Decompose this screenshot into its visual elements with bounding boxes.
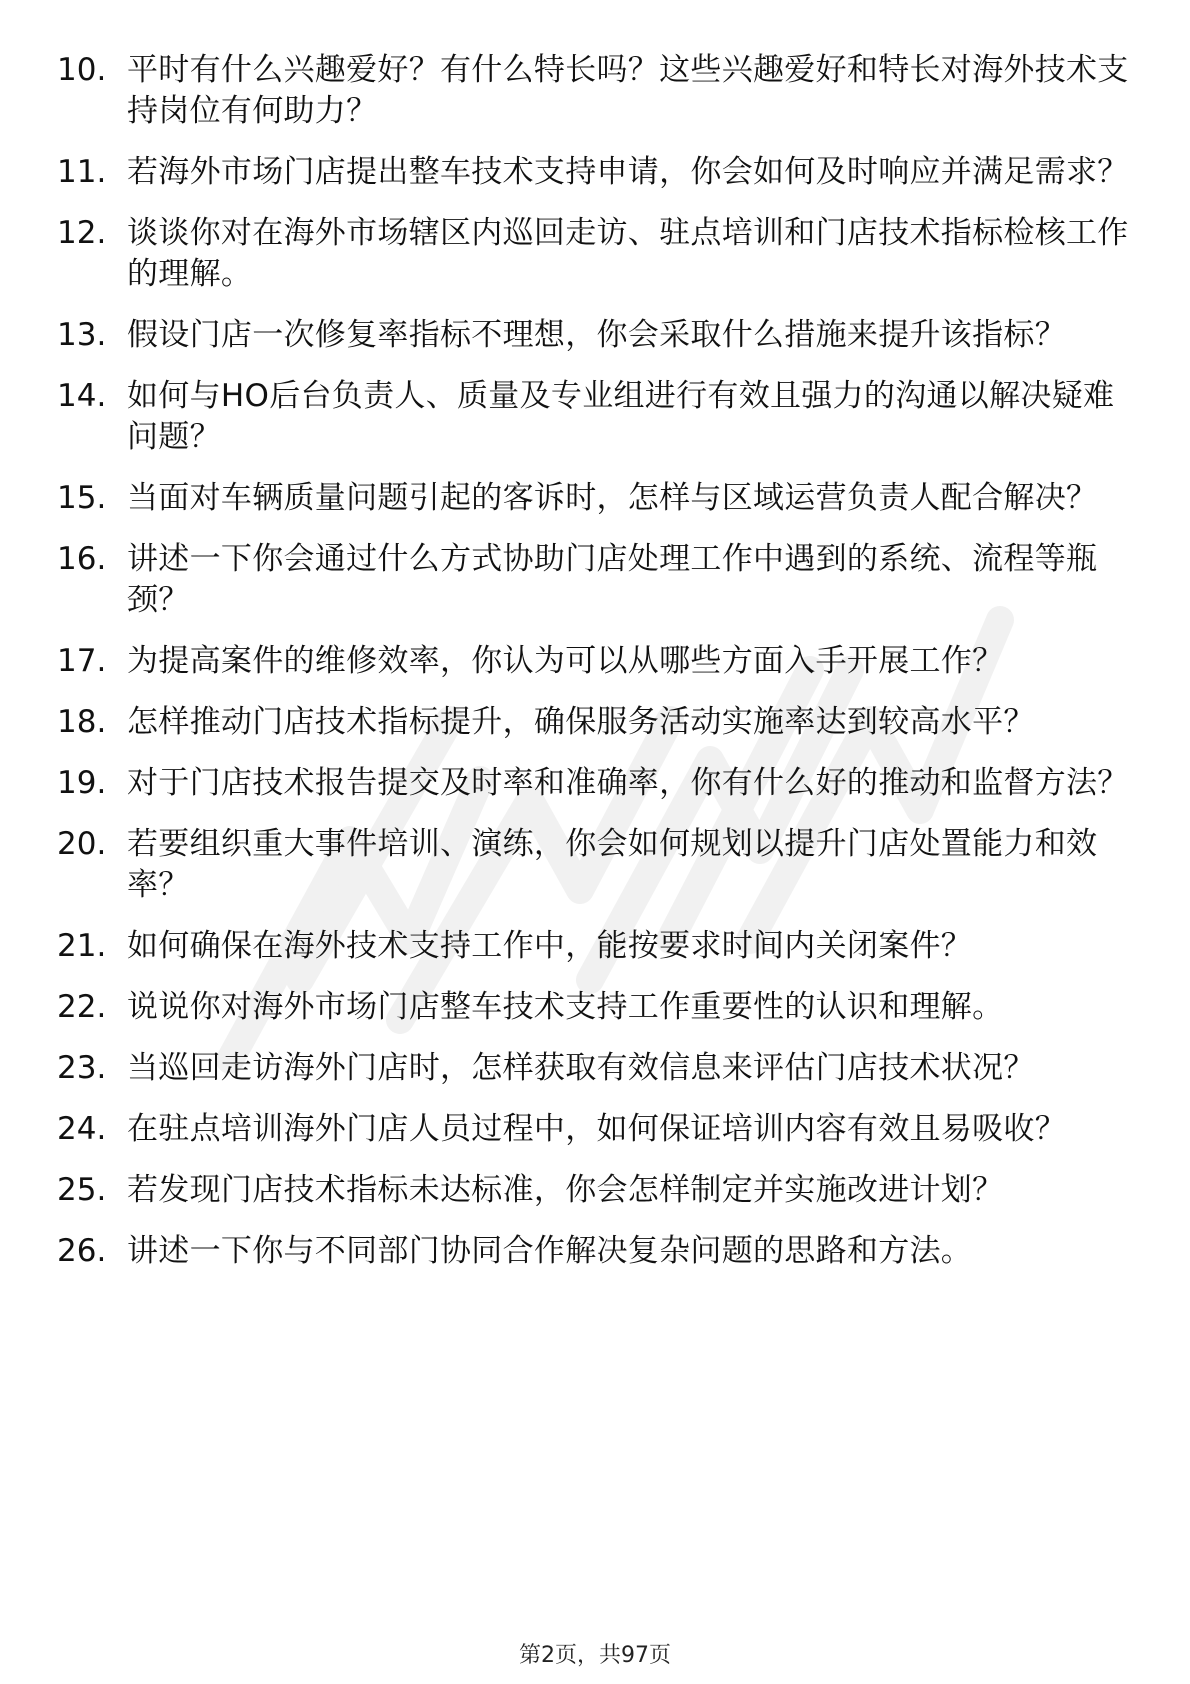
question-item	[57, 539, 1137, 621]
question-number: 16.	[57, 541, 107, 577]
question-text: 当巡回走访海外门店时，怎样获取有效信息来评估门店技术状况？	[127, 1050, 1035, 1086]
page-footer: 第2页，共97页	[519, 1643, 671, 1668]
question-text: 若要组织重大事件培训、演练，你会如何规划以提升门店处置能力和效率？	[127, 826, 1098, 903]
question-number: 15.	[57, 480, 107, 516]
question-text: 谈谈你对在海外市场辖区内巡回走访、驻点培训和门店技术指标检核工作的理解。	[127, 215, 1129, 292]
question-item	[57, 213, 1137, 295]
question-number: 11.	[57, 154, 107, 190]
question-number: 10.	[57, 52, 107, 88]
question-item	[57, 702, 1137, 743]
question-text: 讲述一下你会通过什么方式协助门店处理工作中遇到的系统、流程等瓶颈？	[127, 541, 1098, 618]
question-item	[57, 50, 1137, 132]
question-number: 24.	[57, 1111, 107, 1147]
question-text: 平时有什么兴趣爱好？有什么特长吗？这些兴趣爱好和特长对海外技术支持岗位有何助力？	[127, 52, 1129, 129]
question-text: 为提高案件的维修效率，你认为可以从哪些方面入手开展工作？	[127, 643, 1004, 679]
question-item	[57, 1170, 1137, 1211]
question-number: 19.	[57, 765, 107, 801]
question-number: 25.	[57, 1172, 107, 1208]
question-item	[57, 376, 1137, 458]
question-number: 26.	[57, 1233, 107, 1269]
question-item	[57, 1048, 1137, 1089]
question-number: 22.	[57, 989, 107, 1025]
question-number: 14.	[57, 378, 107, 414]
question-text: 如何确保在海外技术支持工作中，能按要求时间内关闭案件？	[127, 928, 973, 964]
question-number: 13.	[57, 317, 107, 353]
question-text: 若海外市场门店提出整车技术支持申请，你会如何及时响应并满足需求？	[127, 154, 1129, 190]
question-number: 21.	[57, 928, 107, 964]
question-item	[57, 641, 1137, 682]
question-text: 假设门店一次修复率指标不理想，你会采取什么措施来提升该指标？	[127, 317, 1066, 353]
question-item	[57, 1109, 1137, 1150]
question-text: 当面对车辆质量问题引起的客诉时，怎样与区域运营负责人配合解决？	[127, 480, 1098, 516]
question-item	[57, 1231, 1137, 1272]
question-number: 20.	[57, 826, 107, 862]
question-item	[57, 824, 1137, 906]
question-item	[57, 987, 1137, 1028]
question-number: 17.	[57, 643, 107, 679]
question-item	[57, 763, 1137, 804]
question-item	[57, 478, 1137, 519]
question-number: 23.	[57, 1050, 107, 1086]
question-text: 若发现门店技术指标未达标准，你会怎样制定并实施改进计划？	[127, 1172, 1004, 1208]
question-text: 对于门店技术报告提交及时率和准确率，你有什么好的推动和监督方法？	[127, 765, 1129, 801]
question-text: 怎样推动门店技术指标提升，确保服务活动实施率达到较高水平？	[127, 704, 1035, 740]
question-item	[57, 315, 1137, 356]
question-text: 在驻点培训海外门店人员过程中，如何保证培训内容有效且易吸收？	[127, 1111, 1066, 1147]
question-list	[57, 50, 1137, 1292]
question-text: 说说你对海外市场门店整车技术支持工作重要性的认识和理解。	[127, 989, 1004, 1025]
question-item	[57, 152, 1137, 193]
question-text: 讲述一下你与不同部门协同合作解决复杂问题的思路和方法。	[127, 1233, 973, 1269]
question-number: 18.	[57, 704, 107, 740]
question-number: 12.	[57, 215, 107, 251]
question-text: 如何与HO后台负责人、质量及专业组进行有效且强力的沟通以解决疑难问题？	[127, 378, 1115, 455]
question-item	[57, 926, 1137, 967]
